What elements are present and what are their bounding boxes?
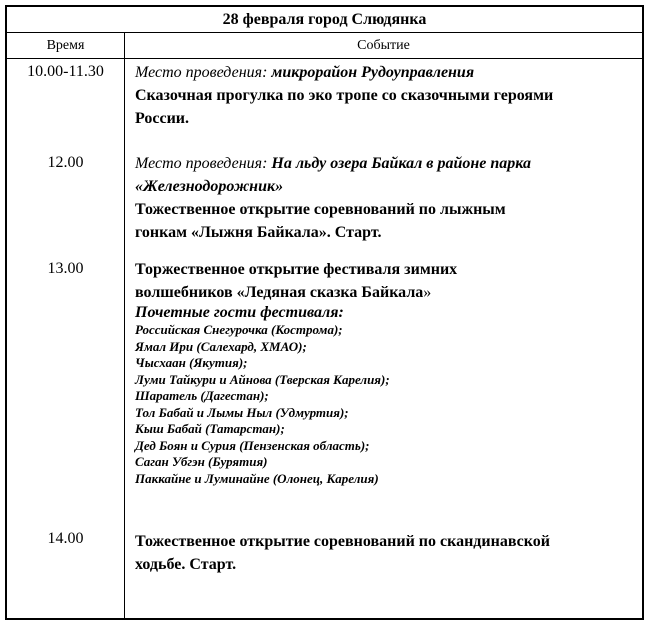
time-cell [7,258,125,530]
time-value: 13.00 [47,260,84,277]
column-header-time: Время [7,33,125,58]
guest-item: Чысхаан (Якутия); [135,355,248,370]
time-value: 14.00 [47,530,84,547]
guest-item: Шаратель (Дагестан); [135,388,269,403]
guest-item: Луми Тайкури и Айнова (Тверская Карелия); [135,371,390,387]
venue-line: Место проведения: микрорайон Рудоуправления [135,64,475,81]
event-cell [125,258,642,530]
event-heading-line: волшебников «Ледяная сказка Байкала» [135,284,432,301]
guest-item: Российская Снегурочка (Кострома); [135,322,343,337]
event-description-line: Тожественное открытие соревнований по скандинавской [135,533,550,550]
table-title-text: 28 февраля город Слюдянка [222,10,427,28]
event-description-line: Сказочная прогулка по эко тропе со сказочными героями [135,87,554,104]
guest-item: Дед Боян и Сурия (Пензенская область); [135,437,370,453]
event-cell [125,530,642,618]
event-heading-line: Торжественное открытие фестиваля зимних [135,261,458,278]
table-row [7,152,642,258]
table-row [7,530,642,618]
event-description-line: Тожественное открытие соревнований по лыжным [135,201,506,218]
guest-item: Тол Бабай и Лымы Ныл (Удмуртия); [135,404,349,420]
venue-line: «Железнодорожник» [135,178,284,195]
table-header-row [7,33,642,59]
event-description-line: России. [135,110,190,127]
event-cell [125,152,642,258]
time-cell [7,152,125,258]
guest-item: Саган Убгэн (Бурятия) [135,454,268,469]
column-header-event: Событие [357,37,410,53]
time-cell [7,59,125,152]
table-row [7,59,642,152]
guest-item: Ямал Ири (Салехард, ХМАО); [135,338,307,354]
schedule-table [5,5,644,620]
time-value: 10.00-11.30 [27,63,104,80]
event-description-line: гонкам «Лыжня Байкала». Старт. [135,224,382,241]
guest-item: Кыш Бабай (Татарстан); [135,421,285,436]
guest-item: Паккайне и Луминайне (Олонец, Карелия) [135,470,379,486]
table-title [7,7,642,33]
event-description-line: ходьбе. Старт. [135,556,237,573]
venue-line: Место проведения: На льду озера Байкал в районе парка [135,155,531,172]
table-row [7,258,642,530]
guests-subheading: Почетные гости фестиваля: [135,304,344,321]
time-value: 12.00 [47,154,84,171]
event-cell [125,59,642,152]
time-cell [7,530,125,618]
